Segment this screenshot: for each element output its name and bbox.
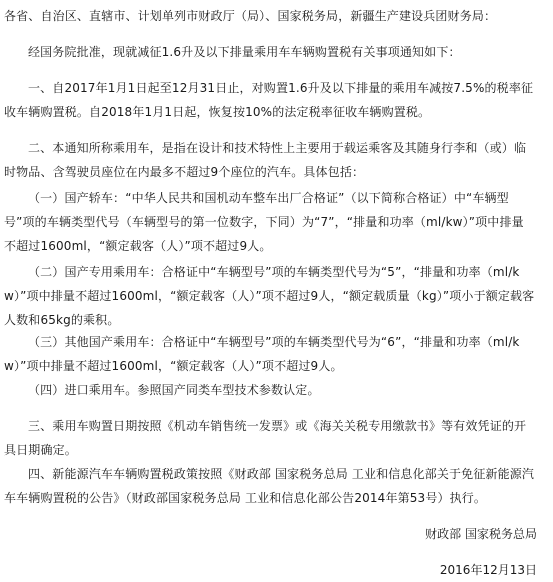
sub-item-1: （一）国产轿车：“中华人民共和国机动车整车出厂合格证”（以下简称合格证）中“车辆型号”项的车辆类型代号（车辆型号的第一位数字，下同）为“7”，“排量和功率（ml/kw）”项中排量不超过1600ml，“额定载客（人）”项不超过9人。 <box>4 191 524 253</box>
item-2: 二、本通知所称乘用车，是指在设计和技术特性上主要用于载运乘客及其随身行李和（或）临时物品、含驾驶员座位在内最多不超过9个座位的汽车。具体包括： <box>4 141 527 179</box>
item-1: 一、自2017年1月1日起至12月31日止，对购置1.6升及以下排量的乘用车减按7.5%的税率征收车辆购置税。自2018年1月1日起，恢复按10%的法定税率征收车辆购置税。 <box>4 81 534 119</box>
sub-item-4: （四）进口乘用车。参照国产同类车型技术参数认定。 <box>28 383 320 397</box>
sub-item-2: （二）国产专用乘用车：合格证中“车辆型号”项的车辆类型代号为“5”，“排量和功率（ml/kw）”项中排量不超过1600ml，“额定载客（人）”项不超过9人，“额定载质量（kg）”项小于额定载客人数和65kg的乘积。 <box>4 265 535 327</box>
intro-paragraph: 经国务院批准，现就减征1.6升及以下排量乘用车车辆购置税有关事项通知如下： <box>28 45 461 59</box>
sub-item-3: （三）其他国产乘用车：合格证中“车辆型号”项的车辆类型代号为“6”，“排量和功率（ml/kw）”项中排量不超过1600ml，“额定载客（人）”项不超过9人。 <box>4 335 520 373</box>
item-4: 四、新能源汽车车辆购置税政策按照《财政部 国家税务总局 工业和信息化部关于免征新能源汽车车辆购置税的公告》（财政部国家税务总局 工业和信息化部公告2014年第53号）执行。 <box>4 467 535 505</box>
issue-date: 2016年12月13日 <box>439 563 537 577</box>
signer: 财政部 国家税务总局 <box>425 527 537 541</box>
salutation: 各省、自治区、直辖市、计划单列市财政厅（局）、国家税务局，新疆生产建设兵团财务局： <box>4 9 497 23</box>
item-3: 三、乘用车购置日期按照《机动车销售统一发票》或《海关关税专用缴款书》等有效凭证的开具日期确定。 <box>4 419 527 457</box>
